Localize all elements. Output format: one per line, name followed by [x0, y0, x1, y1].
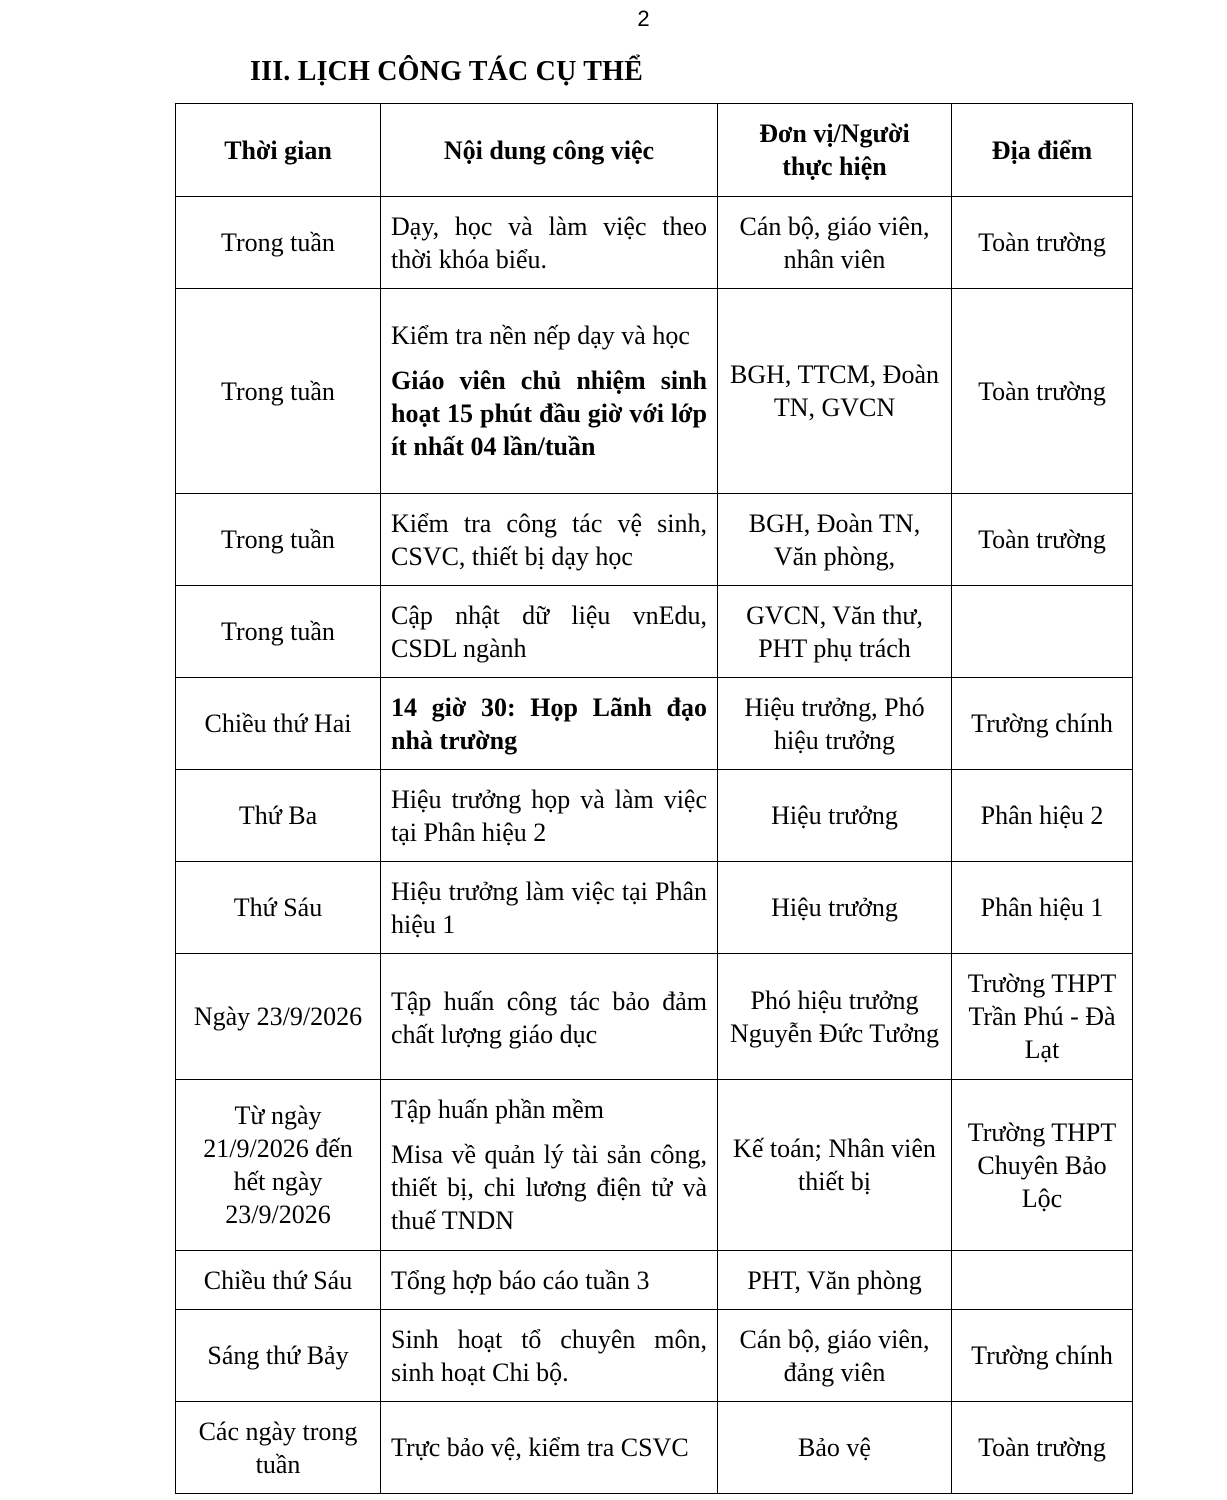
row-unit: BGH, TTCM, Đoàn TN, GVCN [718, 289, 952, 494]
table-row [176, 954, 1133, 1080]
row-content-text: Kiểm tra công tác vệ sinh, CSVC, thiết bị dạy học [391, 508, 707, 571]
row-content [381, 1080, 718, 1251]
header-time: Thời gian [176, 104, 381, 197]
row-content-text: Tập huấn phần mềm [391, 1095, 604, 1124]
row-content-text-bold: 14 giờ 30: Họp Lãnh đạo nhà trường [391, 692, 707, 755]
row-time: Chiều thứ Hai [176, 678, 381, 770]
table-row [176, 862, 1133, 954]
table-header-row [176, 104, 1133, 197]
row-content-text: Cập nhật dữ liệu vnEdu, CSDL ngành [391, 600, 707, 663]
table-row [176, 770, 1133, 862]
row-time: Chiều thứ Sáu [176, 1251, 381, 1310]
row-unit: Phó hiệu trưởng Nguyễn Đức Tưởng [718, 954, 952, 1080]
row-content-text: Kiểm tra nền nếp dạy và học [391, 321, 690, 350]
row-content-text-bold: Giáo viên chủ nhiệm sinh hoạt 15 phút đầu giờ với lớp ít nhất 04 lần/tuần [391, 366, 707, 461]
row-content-text: Trực bảo vệ, kiểm tra CSVC [391, 1433, 689, 1462]
row-time: Thứ Sáu [176, 862, 381, 954]
row-content [381, 1402, 718, 1494]
row-unit: Bảo vệ [718, 1402, 952, 1494]
row-place: Trường THPT Chuyên Bảo Lộc [952, 1080, 1133, 1251]
row-content-text: Tổng hợp báo cáo tuần 3 [391, 1265, 650, 1295]
header-unit-line1: Đơn vị/Người [759, 119, 910, 148]
section-title: III. LỊCH CÔNG TÁC CỤ THỂ [250, 56, 643, 87]
row-place: Phân hiệu 1 [952, 862, 1133, 954]
row-unit: Hiệu trưởng [718, 862, 952, 954]
row-time: Sáng thứ Bảy [176, 1310, 381, 1402]
row-place: Toàn trường [952, 289, 1133, 494]
row-place: Toàn trường [952, 1402, 1133, 1494]
row-time: Trong tuần [176, 494, 381, 586]
row-content [381, 1310, 718, 1402]
header-place: Địa điểm [952, 104, 1133, 197]
row-unit: Hiệu trưởng, Phó hiệu trưởng [718, 678, 952, 770]
table-row [176, 1310, 1133, 1402]
table-row [176, 197, 1133, 289]
table-row [176, 1080, 1133, 1251]
header-content: Nội dung công việc [381, 104, 718, 197]
row-unit: Hiệu trưởng [718, 770, 952, 862]
row-unit: BGH, Đoàn TN, Văn phòng, [718, 494, 952, 586]
row-place [952, 1251, 1133, 1310]
row-content [381, 197, 718, 289]
row-time: Trong tuần [176, 586, 381, 678]
table-row [176, 1251, 1133, 1310]
row-content [381, 586, 718, 678]
page-number: 2 [637, 6, 650, 31]
row-place: Trường THPT Trần Phú - Đà Lạt [952, 954, 1133, 1080]
row-content [381, 678, 718, 770]
row-place: Toàn trường [952, 494, 1133, 586]
row-content [381, 862, 718, 954]
row-content-text: Misa về quản lý tài sản công, thiết bị, chi lương điện tử và thuế TNDN [391, 1140, 707, 1235]
schedule-table [175, 103, 1133, 1494]
row-place: Trường chính [952, 678, 1133, 770]
row-content [381, 1251, 718, 1310]
row-unit: PHT, Văn phòng [718, 1251, 952, 1310]
row-content [381, 289, 718, 494]
row-time: Trong tuần [176, 197, 381, 289]
row-place [952, 586, 1133, 678]
table-row [176, 1402, 1133, 1494]
table-row [176, 289, 1133, 494]
row-content [381, 494, 718, 586]
row-time: Thứ Ba [176, 770, 381, 862]
header-unit [718, 104, 952, 197]
row-unit: Kế toán; Nhân viên thiết bị [718, 1080, 952, 1251]
header-unit-line2: thực hiện [782, 152, 887, 181]
row-content [381, 954, 718, 1080]
row-place: Trường chính [952, 1310, 1133, 1402]
table-row [176, 494, 1133, 586]
row-time: Ngày 23/9/2026 [176, 954, 381, 1080]
table-row [176, 678, 1133, 770]
row-place: Toàn trường [952, 197, 1133, 289]
row-content-text: Hiệu trưởng làm việc tại Phân hiệu 1 [391, 876, 707, 939]
row-content-text: Hiệu trưởng họp và làm việc tại Phân hiệu 2 [391, 784, 707, 847]
row-unit: Cán bộ, giáo viên, đảng viên [718, 1310, 952, 1402]
row-place: Phân hiệu 2 [952, 770, 1133, 862]
row-time: Từ ngày 21/9/2026 đến hết ngày 23/9/2026 [176, 1080, 381, 1251]
row-time: Các ngày trong tuần [176, 1402, 381, 1494]
row-unit: Cán bộ, giáo viên, nhân viên [718, 197, 952, 289]
row-content-text: Dạy, học và làm việc theo thời khóa biểu. [391, 211, 707, 274]
row-content [381, 770, 718, 862]
table-row [176, 586, 1133, 678]
row-unit: GVCN, Văn thư, PHT phụ trách [718, 586, 952, 678]
row-content-text: Tập huấn công tác bảo đảm chất lượng giáo dục [391, 986, 707, 1049]
row-content-text: Sinh hoạt tổ chuyên môn, sinh hoạt Chi bộ. [391, 1324, 707, 1387]
row-time: Trong tuần [176, 289, 381, 494]
